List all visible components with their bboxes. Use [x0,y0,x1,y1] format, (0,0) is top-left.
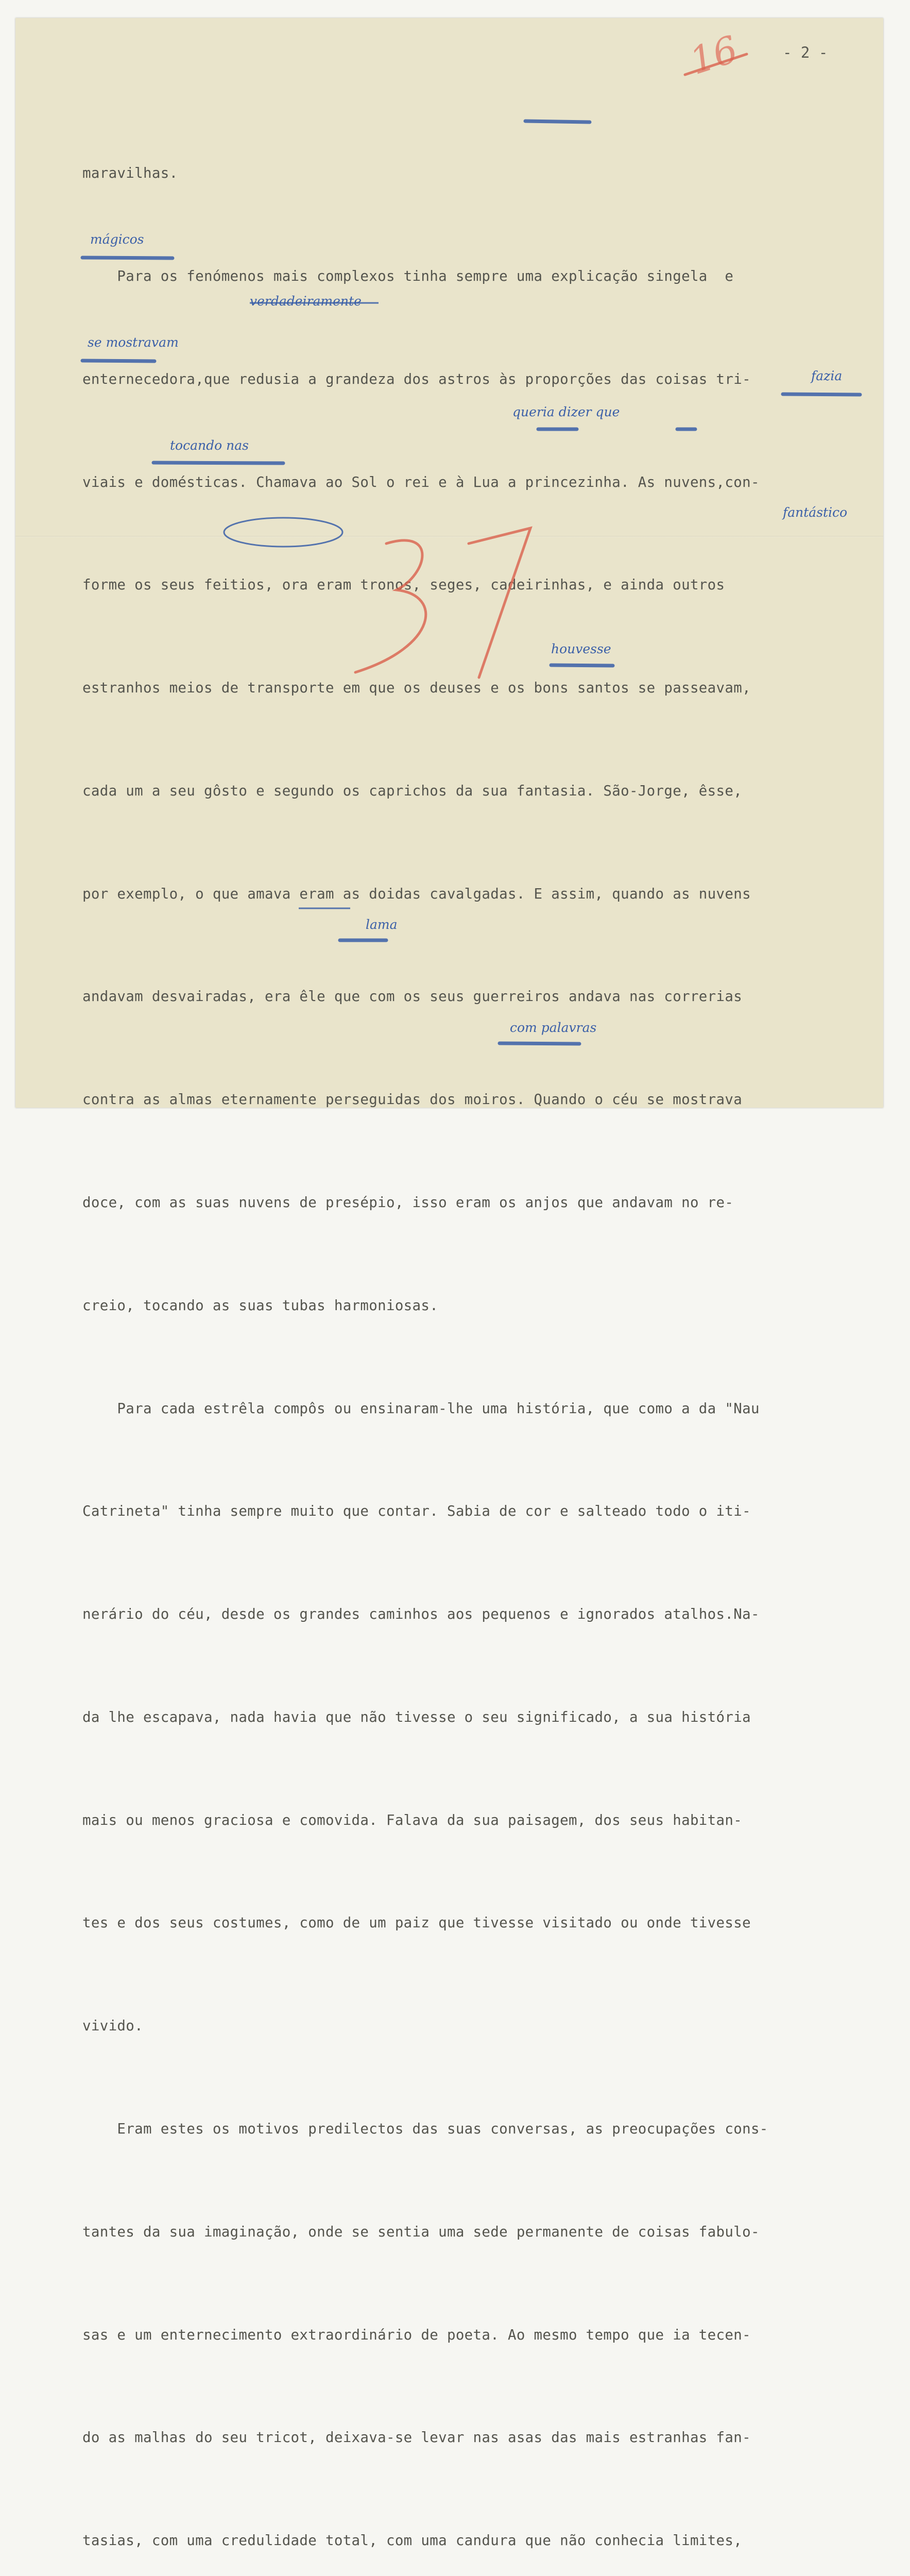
insertion-verdadeiramente: verdadeiramente [250,294,362,309]
insertion-queria-dizer-que: queria dizer que [512,404,620,419]
insertion-com-palavras: com palavras [510,1020,597,1035]
text-line: do as malhas do seu tricot, deixava-se levar nas asas das mais estranhas fan- [82,2429,751,2446]
archive-folio-number: 16 [684,27,743,83]
text-line: Para os fenómenos mais complexos tinha sempre uma explicação singela e [82,267,734,284]
text-line: vivido. [82,2018,143,2035]
insertion-fazia: fazia [811,368,843,383]
insertion-fantastico: fantástico [783,505,848,520]
text-line: forme os seus feitios, ora eram tronos, seges, cadeirinhas, e ainda outros [82,577,725,594]
text-line: contra as almas eternamente perseguidas dos moiros. Quando o céu se mostrava [82,1091,743,1108]
typescript-page [15,18,883,2549]
text-line: Catrineta" tinha sempre muito que contar. Sabia de cor e salteado todo o iti- [82,1503,751,1520]
text-line: enternecedora,que redusia a grandeza dos astros às proporções das coisas tri- [82,370,751,387]
typescript-body [82,88,906,2576]
text-line: mais ou menos graciosa e comovida. Falava da sua paisagem, dos seus habitan- [82,1811,743,1828]
text-line: Eram estes os motivos predilectos das suas conversas, as preocupações cons- [82,2121,768,2138]
text-line: viais e domésticas. Chamava ao Sol o rei e à Lua a princezinha. As nuvens,con- [82,473,760,490]
text-line: nerário do céu, desde os grandes caminhos aos pequenos e ignorados atalhos.Na- [82,1606,760,1623]
text-line: tes e dos seus costumes, como de um paiz que tivesse visitado ou onde tivesse [82,1914,751,1931]
text-line: maravilhas. [82,165,178,182]
text-line: tasias, com uma credulidade total, com uma candura que não conhecia limites, [82,2532,743,2549]
text-line: andavam desvairadas, era êle que com os seus guerreiros andava nas correrias [82,988,743,1005]
text-line: tantes da sua imaginação, onde se sentia uma sede permanente de coisas fabulo- [82,2223,760,2240]
text-line: creio, tocando as suas tubas harmoniosas. [82,1297,439,1314]
insertion-magicos: mágicos [90,232,144,247]
text-line: cada um a seu gôsto e segundo os caprichos da sua fantasia. São-Jorge, êsse, [82,782,743,799]
text-line: doce, com as suas nuvens de presépio, isso eram os anjos que andavam no re- [82,1194,734,1211]
text-line: por exemplo, o que amava eram as doidas cavalgadas. E assim, quando as nuvens [82,885,751,902]
insertion-houvesse: houvesse [551,641,611,656]
page-number: - 2 - [783,44,828,61]
insertion-tocando-nas: tocando nas [170,438,249,453]
insertion-se-mostravam: se mostravam [88,335,179,350]
text-line: estranhos meios de transporte em que os deuses e os bons santos se passeavam, [82,680,751,697]
text-line: Para cada estrêla compôs ou ensinaram-lhe uma história, que como a da "Nau [82,1400,760,1417]
text-line: da lhe escapava, nada havia que não tivesse o seu significado, a sua história [82,1708,751,1725]
insertion-lama: lama [366,917,398,932]
text-line: sas e um enternecimento extraordinário de poeta. Ao mesmo tempo que ia tecen- [82,2326,751,2343]
